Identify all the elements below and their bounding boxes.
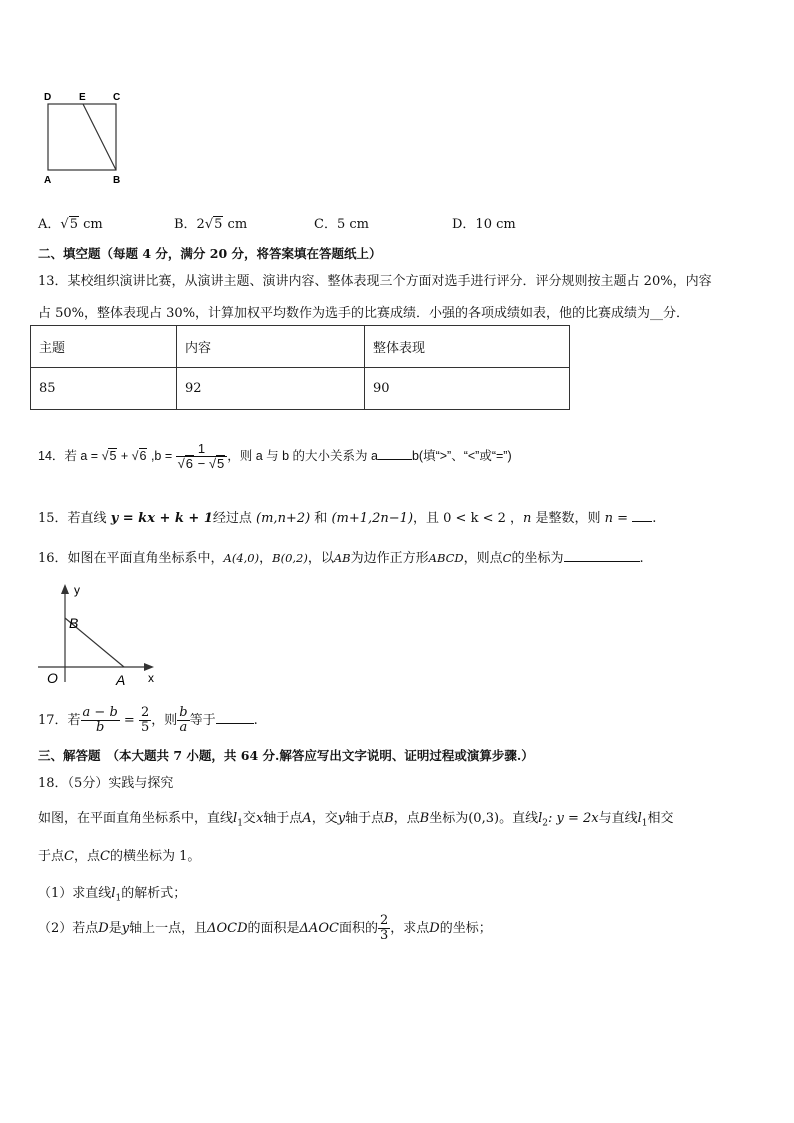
q16-answer-blank[interactable] bbox=[564, 561, 640, 562]
label-b: B bbox=[113, 175, 121, 186]
q18-fraction: $\frac{2}{3}$ bbox=[379, 913, 389, 943]
table-row bbox=[31, 368, 570, 410]
label-o: O bbox=[47, 670, 58, 686]
value-cell-performance: 90 bbox=[365, 368, 570, 410]
q14-answer-blank[interactable] bbox=[378, 459, 412, 460]
square-outline bbox=[48, 104, 116, 170]
q14: 14．若 a = √5 + √6 ,b = $\frac{1}{√6 - √5}$ ，则 a 与 b 的大小关系为 a b(填“>”、“<”或“=”) bbox=[38, 441, 512, 471]
y-axis-arrow-icon bbox=[61, 584, 69, 594]
label-a: A bbox=[116, 672, 126, 688]
q18-title: 18．（5分）实践与探究 bbox=[38, 776, 174, 791]
table-header-row bbox=[31, 326, 570, 368]
score-table bbox=[30, 325, 570, 410]
header-cell-topic: 主题 bbox=[31, 326, 177, 368]
q15: 15．若直线 y = kx + k + 1经过点 (m,n+2) 和 (m+1,2n−1)，且 0 < k < 2 ，n 是整数，则 n = . bbox=[38, 511, 657, 526]
label-c: C bbox=[113, 92, 121, 103]
q13-line2: 占 50%，整体表现占 30%，计算加权平均数作为选手的比赛成绩．小强的各项成绩如表，他的比赛成绩为__分． bbox=[38, 306, 690, 321]
q18-part2: （2）若点D是y轴上一点，且ΔOCD的面积是ΔAOC面积的 $\frac{2}{3}$ ，求点D的坐标； bbox=[38, 913, 492, 943]
q17-fraction-1: $\frac{a - b}{b}$ bbox=[82, 705, 118, 735]
q18-line2: 于点C，点C的横坐标为 1。 bbox=[38, 849, 201, 864]
label-d: D bbox=[44, 92, 52, 103]
option-a: A．√5 cm bbox=[38, 217, 103, 232]
q14-fraction: $\frac{1}{√6 - √5}$ bbox=[176, 442, 228, 471]
square-figure bbox=[38, 86, 133, 188]
value-cell-topic: 85 bbox=[31, 368, 177, 410]
q17: 17．若 $\frac{a - b}{b}$ = $\frac{2}{5}$ ，则 $\frac{b}{a}$ 等于 . bbox=[38, 705, 258, 735]
label-y: y bbox=[74, 583, 80, 597]
option-c: C．5 cm bbox=[314, 217, 369, 232]
section2-heading: 二、填空题（每题 4 分，满分 20 分，将答案填在答题纸上） bbox=[38, 246, 382, 261]
q16: 16．如图在平面直角坐标系中，A(4,0)，B(0,2)，以AB为边作正方形ABCD，则点C的坐标为 . bbox=[38, 551, 644, 566]
label-a: A bbox=[44, 175, 52, 186]
q13-line1: 13．某校组织演讲比赛，从演讲主题、演讲内容、整体表现三个方面对选手进行评分．评分规则按主题占 20%，内容 bbox=[38, 274, 712, 289]
option-b: B．2√5 cm bbox=[174, 217, 248, 232]
segment-eb bbox=[83, 104, 116, 170]
value-cell-content: 92 bbox=[177, 368, 365, 410]
q15-answer-blank[interactable] bbox=[632, 521, 652, 522]
axes-figure bbox=[32, 582, 162, 692]
header-cell-content: 内容 bbox=[177, 326, 365, 368]
q18-line1: 如图，在平面直角坐标系中，直线$l_1$交x轴于点A，交y轴于点B，点B坐标为(0,3)。直线$l_2$: y = 2x与直线$l_1$相交 bbox=[38, 811, 674, 829]
q18-part1: （1）求直线$l_1$的解析式； bbox=[38, 886, 187, 904]
option-d: D．10 cm bbox=[452, 217, 516, 232]
q17-fraction-3: $\frac{b}{a}$ bbox=[179, 705, 188, 735]
q17-fraction-2: $\frac{2}{5}$ bbox=[140, 705, 150, 735]
label-x: x bbox=[148, 671, 154, 685]
label-e: E bbox=[79, 92, 86, 103]
section3-heading: 三、解答题 （本大题共 7 小题，共 64 分.解答应写出文字说明、证明过程或演算步骤.） bbox=[38, 748, 534, 763]
header-cell-performance: 整体表现 bbox=[365, 326, 570, 368]
label-b: B bbox=[69, 615, 79, 631]
x-axis-arrow-icon bbox=[144, 663, 154, 671]
q17-answer-blank[interactable] bbox=[216, 723, 254, 724]
